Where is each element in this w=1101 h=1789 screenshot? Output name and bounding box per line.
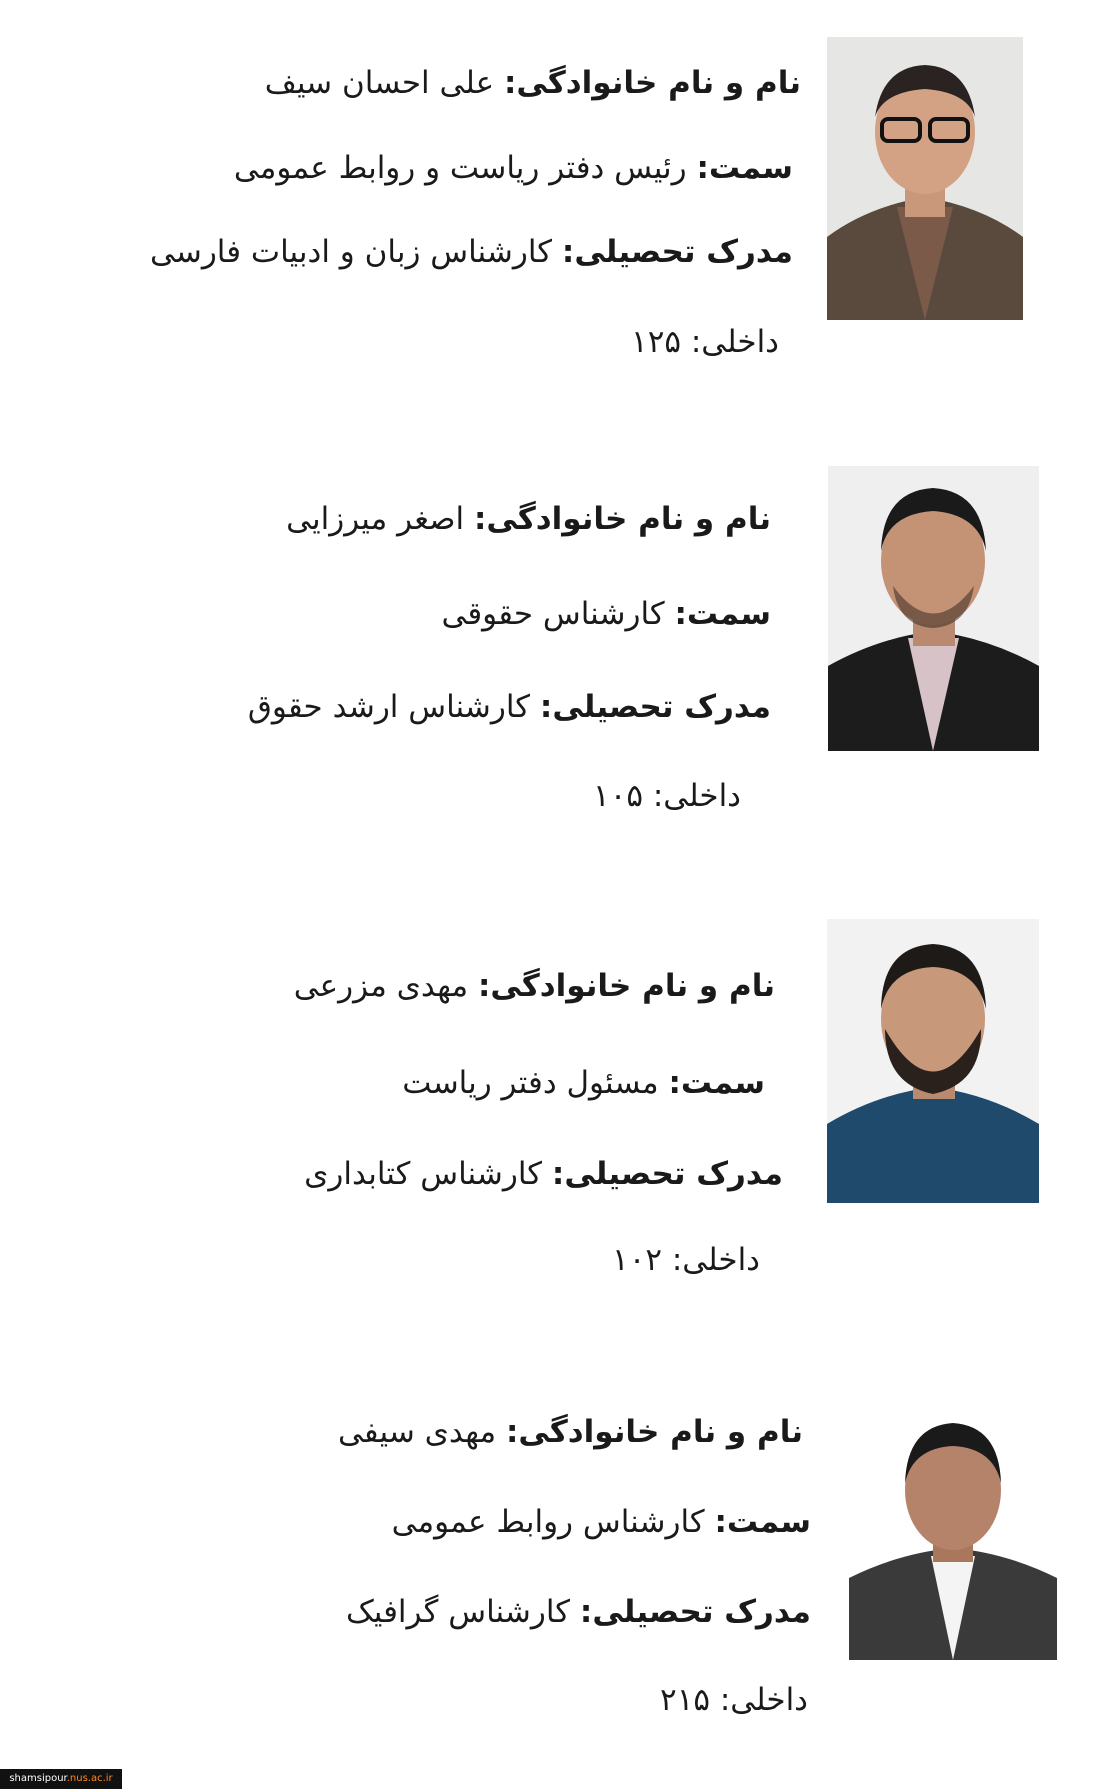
staff-photo [828, 466, 1039, 751]
position-line [402, 1063, 765, 1103]
degree-label: مدرک تحصیلی: [551, 1156, 783, 1192]
degree-line [304, 1154, 783, 1194]
position-label: سمت: [696, 150, 793, 186]
staff-photo [827, 919, 1039, 1203]
ext-value: ۱۲۵ [631, 324, 681, 360]
degree-value: کارشناس گرافیک [346, 1594, 571, 1630]
ext-line [631, 322, 779, 362]
ext-label: داخلی: [671, 1242, 760, 1278]
name-value: مهدی سیفی [337, 1414, 497, 1450]
name-value: علی احسان سیف [264, 65, 495, 101]
position-label: سمت: [674, 596, 771, 632]
name-value: اصغر میرزایی [286, 501, 465, 537]
degree-label: مدرک تحصیلی: [561, 234, 793, 270]
ext-label: داخلی: [719, 1682, 808, 1718]
position-value: رئیس دفتر ریاست و روابط عمومی [233, 150, 687, 186]
source-watermark [0, 1769, 122, 1789]
ext-label: داخلی: [690, 324, 779, 360]
degree-label: مدرک تحصیلی: [539, 689, 771, 725]
ext-value: ۲۱۵ [660, 1682, 710, 1718]
ext-label: داخلی: [652, 778, 741, 814]
ext-value: ۱۰۵ [593, 778, 643, 814]
name-line [294, 966, 775, 1006]
name-line [338, 1412, 803, 1452]
position-line [234, 148, 793, 188]
position-value: کارشناس روابط عمومی [391, 1504, 705, 1540]
name-value: مهدی مزرعی [293, 968, 469, 1004]
staff-photo [827, 37, 1023, 320]
position-line [441, 594, 771, 634]
person-portrait-icon [827, 919, 1039, 1203]
person-portrait-icon [849, 1408, 1057, 1660]
degree-value: کارشناس کتابداری [304, 1156, 543, 1192]
watermark-name: shamsipour [9, 1773, 67, 1784]
position-line [392, 1502, 811, 1542]
ext-value: ۱۰۲ [612, 1242, 662, 1278]
ext-line [612, 1240, 760, 1280]
degree-line [150, 232, 793, 272]
ext-line [593, 776, 741, 816]
degree-value: کارشناس ارشد حقوق [247, 689, 531, 725]
name-line [265, 63, 801, 103]
degree-value: کارشناس زبان و ادبیات فارسی [150, 234, 553, 270]
person-portrait-icon [828, 466, 1039, 751]
position-label: سمت: [668, 1065, 765, 1101]
position-value: کارشناس حقوقی [441, 596, 665, 632]
degree-line [248, 687, 771, 727]
staff-photo [849, 1408, 1057, 1660]
name-label: نام و نام خانوادگی: [503, 65, 801, 101]
degree-line [346, 1592, 811, 1632]
degree-label: مدرک تحصیلی: [579, 1594, 811, 1630]
person-portrait-icon [827, 37, 1023, 320]
name-line [286, 499, 771, 539]
name-label: نام و نام خانوادگی: [473, 501, 771, 537]
ext-line [660, 1680, 808, 1720]
name-label: نام و نام خانوادگی: [477, 968, 775, 1004]
position-value: مسئول دفتر ریاست [402, 1065, 659, 1101]
watermark-domain: .nus.ac.ir [66, 1773, 113, 1784]
position-label: سمت: [714, 1504, 811, 1540]
name-label: نام و نام خانوادگی: [505, 1414, 803, 1450]
